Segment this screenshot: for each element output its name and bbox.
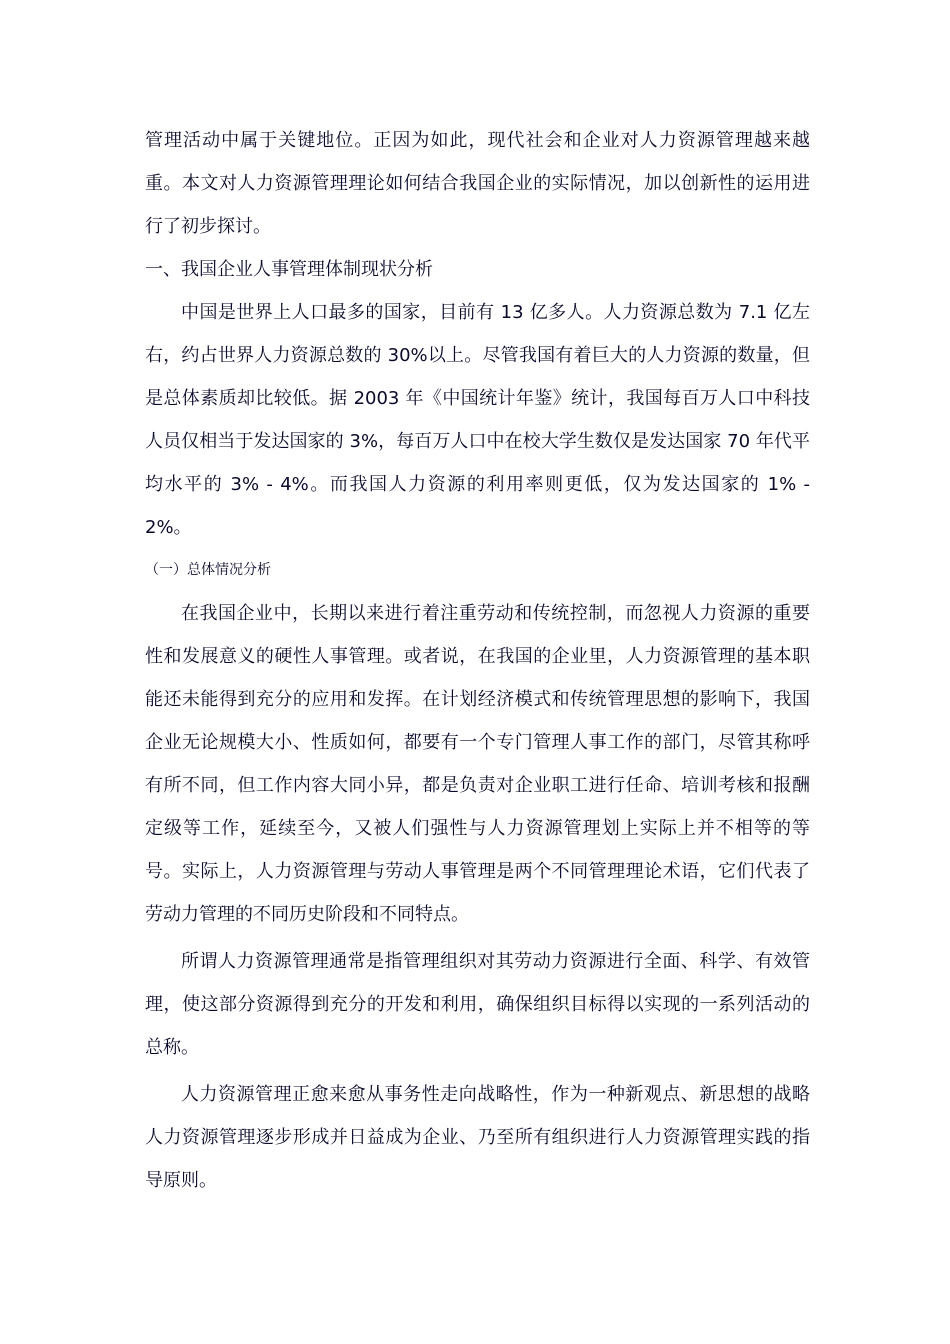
paragraph-intro-continuation: 管理活动中属于关键地位。正因为如此，现代社会和企业对人力资源管理越来越重。本文对人力资源管理理论如何结合我国企业的实际情况，加以创新性的运用进行了初步探讨。: [145, 130, 810, 237]
paragraph-hrm-definition: 所谓人力资源管理通常是指管理组织对其劳动力资源进行全面、科学、有效管理，使这部分资源得到充分的开发和利用，确保组织目标得以实现的一系列活动的总称。: [145, 951, 810, 1058]
section-heading-1: 一、我国企业人事管理体制现状分析: [145, 259, 433, 280]
paragraph-population-stats: 中国是世界上人口最多的国家，目前有 13 亿多人。人力资源总数为 7.1 亿左右，约占世界人力资源总数的 30%以上。尽管我国有着巨大的人力资源的数量，但是总体素质却比较低。据 2003 年《中国统计年鉴》统计，我国每百万人口中科技人员仅相当于发达国家的 3%，每百万人口中在校大学生数仅是发达国家 70 年代平均水平的 3% - 4%。而我国人力资源的利用率则更低，仅为发达国家的 1% - 2%。: [145, 302, 810, 538]
document-body: [145, 119, 810, 1202]
paragraph-enterprise-management: 在我国企业中，长期以来进行着注重劳动和传统控制，而忽视人力资源的重要性和发展意义的硬性人事管理。或者说，在我国的企业里，人力资源管理的基本职能还未能得到充分的应用和发挥。在计划经济模式和传统管理思想的影响下，我国企业无论规模大小、性质如何，都要有一个专门管理人事工作的部门，尽管其称呼有所不同，但工作内容大同小异，都是负责对企业职工进行任命、培训考核和报酬定级等工作，延续至今，又被人们强性与人力资源管理划上实际上并不相等的等号。实际上，人力资源管理与劳动人事管理是两个不同管理理论术语，它们代表了劳动力管理的不同历史阶段和不同特点。: [145, 603, 810, 925]
paragraph-strategic-hrm: 人力资源管理正愈来愈从事务性走向战略性，作为一种新观点、新思想的战略人力资源管理逐步形成并日益成为企业、乃至所有组织进行人力资源管理实践的指导原则。: [145, 1084, 810, 1191]
subsection-heading-1: （一）总体情况分析: [145, 562, 271, 578]
